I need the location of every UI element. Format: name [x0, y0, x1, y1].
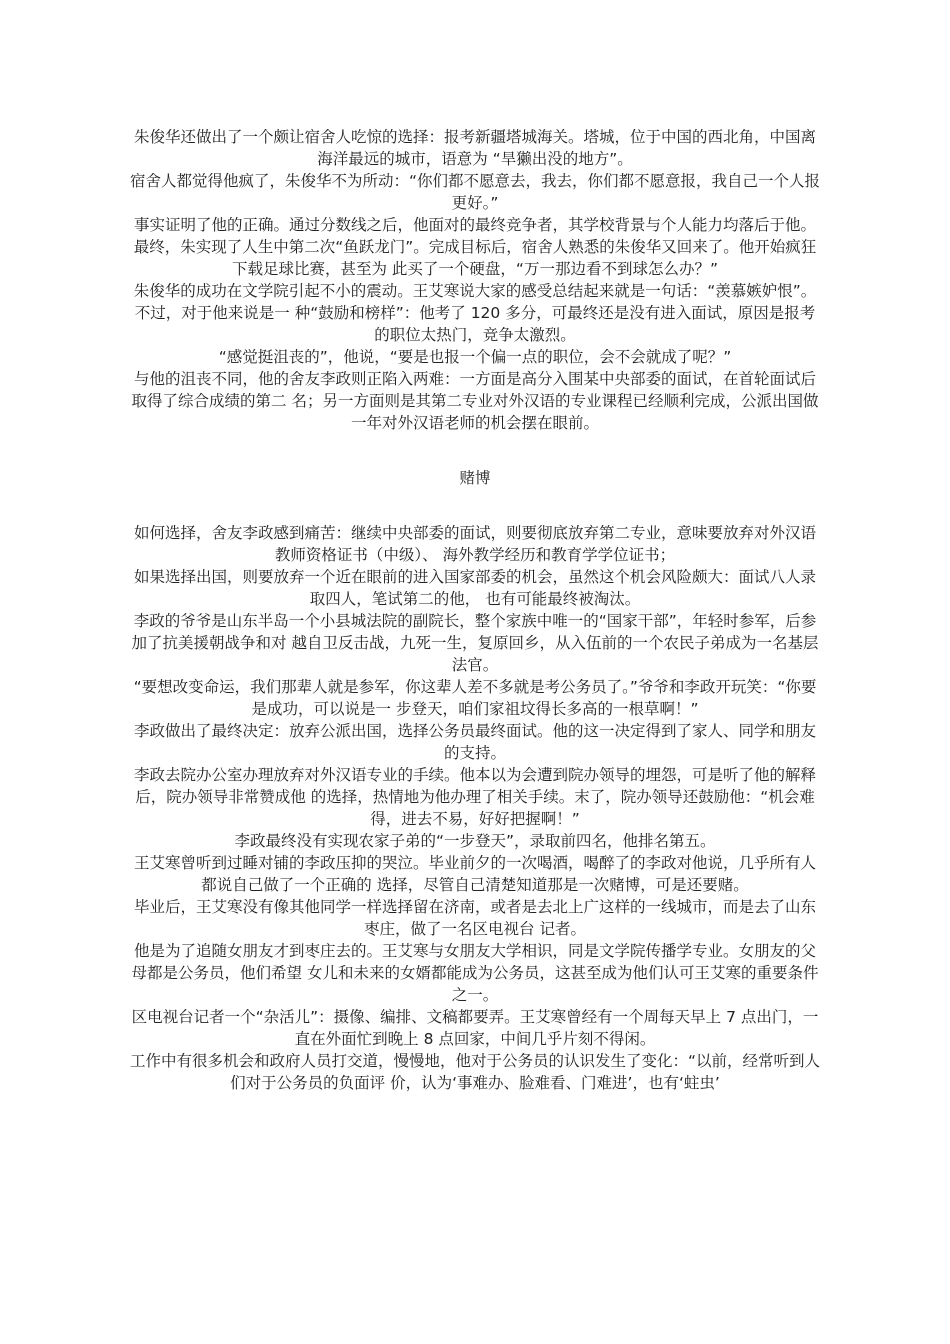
section-heading: 赌博 [459, 469, 491, 487]
paragraph: 毕业后，王艾寒没有像其他同学一样选择留在济南，或者是去北上广这样的一线城市，而是去了山东枣庄，做了一名区电视台 记者。 [133, 898, 816, 938]
paragraph: 宿舍人都觉得他疯了，朱俊华不为所动：“你们都不愿意去，我去，你们都不愿意报，我自己一个人报更好。” [129, 172, 821, 212]
paragraph: “感觉挺沮丧的”，他说，“要是也报一个偏一点的职位，会不会就成了呢？” [218, 348, 732, 366]
paragraph: 区电视台记者一个“杂活儿”：摄像、编排、文稿都要弄。王艾寒曾经有一个周每天早上 7 点出门，一直在外面忙到晚上 8 点回家，中间几乎片刻不得闲。 [131, 1008, 819, 1048]
paragraph: 李政做出了最终决定：放弃公派出国，选择公务员最终面试。他的这一决定得到了家人、同学和朋友的支持。 [133, 722, 816, 762]
paragraph: 如果选择出国，则要放弃一个近在眼前的进入国家部委的机会，虽然这个机会风险颇大：面试八人录取四人，笔试第二的他， 也有可能最终被淘汰。 [133, 568, 816, 608]
document-body [128, 126, 822, 1094]
paragraph: “要想改变命运，我们那辈人就是参军，你这辈人差不多就是考公务员了。”爷爷和李政开玩笑：“你要是成功，可以说是一 步登天，咱们家祖坟得长多高的一根草啊！” [133, 678, 817, 718]
paragraph: 工作中有很多机会和政府人员打交道，慢慢地，他对于公务员的认识发生了变化：“以前，经常听到人们对于公务员的负面评 价，认为‘事难办、脸难看、门难进’，也有‘蛀虫’ [129, 1052, 821, 1092]
paragraph: 与他的沮丧不同，他的舍友李政则正陷入两难：一方面是高分入围某中央部委的面试，在首轮面试后取得了综合成绩的第二 名；另一方面则是其第二专业对外汉语的专业课程已经顺利完成，公派出国做一年对外汉语老师的机会摆在眼前。 [131, 370, 819, 432]
paragraph: 李政最终没有实现农家子弟的“一步登天”，录取前四名，他排名第五。 [234, 832, 716, 850]
paragraph: 如何选择，舍友李政感到痛苦：继续中央部委的面试，则要彻底放弃第二专业，意味要放弃对外汉语教师资格证书（中级）、 海外教学经历和教育学学位证书； [133, 524, 816, 564]
paragraph: 朱俊华还做出了一个颇让宿舍人吃惊的选择：报考新疆塔城海关。塔城，位于中国的西北角，中国离海洋最远的城市，语意为 “旱獭出没的地方”。 [133, 128, 816, 168]
paragraph: 最终，朱实现了人生中第二次“鱼跃龙门”。完成目标后，宿舍人熟悉的朱俊华又回来了。他开始疯狂下载足球比赛，甚至为 此买了一个硬盘，“万一那边看不到球怎么办？” [133, 238, 817, 278]
paragraph: 李政去院办公室办理放弃对外汉语专业的手续。他本以为会遭到院办领导的埋怨，可是听了他的解释后，院办领导非常赞成他 的选择，热情地为他办理了相关手续。末了，院办领导还鼓励他：“机会难得，进去不易，好好把握啊！” [133, 766, 816, 828]
paragraph: 朱俊华的成功在文学院引起不小的震动。王艾寒说大家的感受总结起来就是一句话：“羡慕嫉妒恨”。不过，对于他来说是一 种“鼓励和榜样”：他考了 120 多分，可最终还是没有进入面试，原因是报考的职位太热门，竞争太激烈。 [133, 282, 817, 344]
paragraph: 王艾寒曾听到过睡对铺的李政压抑的哭泣。毕业前夕的一次喝酒，喝醉了的李政对他说，几乎所有人都说自己做了一个正确的 选择，尽管自己清楚知道那是一次赌博，可是还要赌。 [133, 854, 816, 894]
paragraph: 李政的爷爷是山东半岛一个小县城法院的副院长，整个家族中唯一的“国家干部”，年轻时参军，后参加了抗美援朝战争和对 越自卫反击战，九死一生，复原回乡，从入伍前的一个农民子弟成为一名基层法官。 [131, 612, 819, 674]
paragraph: 事实证明了他的正确。通过分数线之后，他面对的最终竞争者，其学校背景与个人能力均落后于他。 [133, 216, 816, 234]
paragraph: 他是为了追随女朋友才到枣庄去的。王艾寒与女朋友大学相识，同是文学院传播学专业。女朋友的父母都是公务员，他们希望 女儿和未来的女婿都能成为公务员，这甚至成为他们认可王艾寒的重要条件之一。 [131, 942, 819, 1004]
